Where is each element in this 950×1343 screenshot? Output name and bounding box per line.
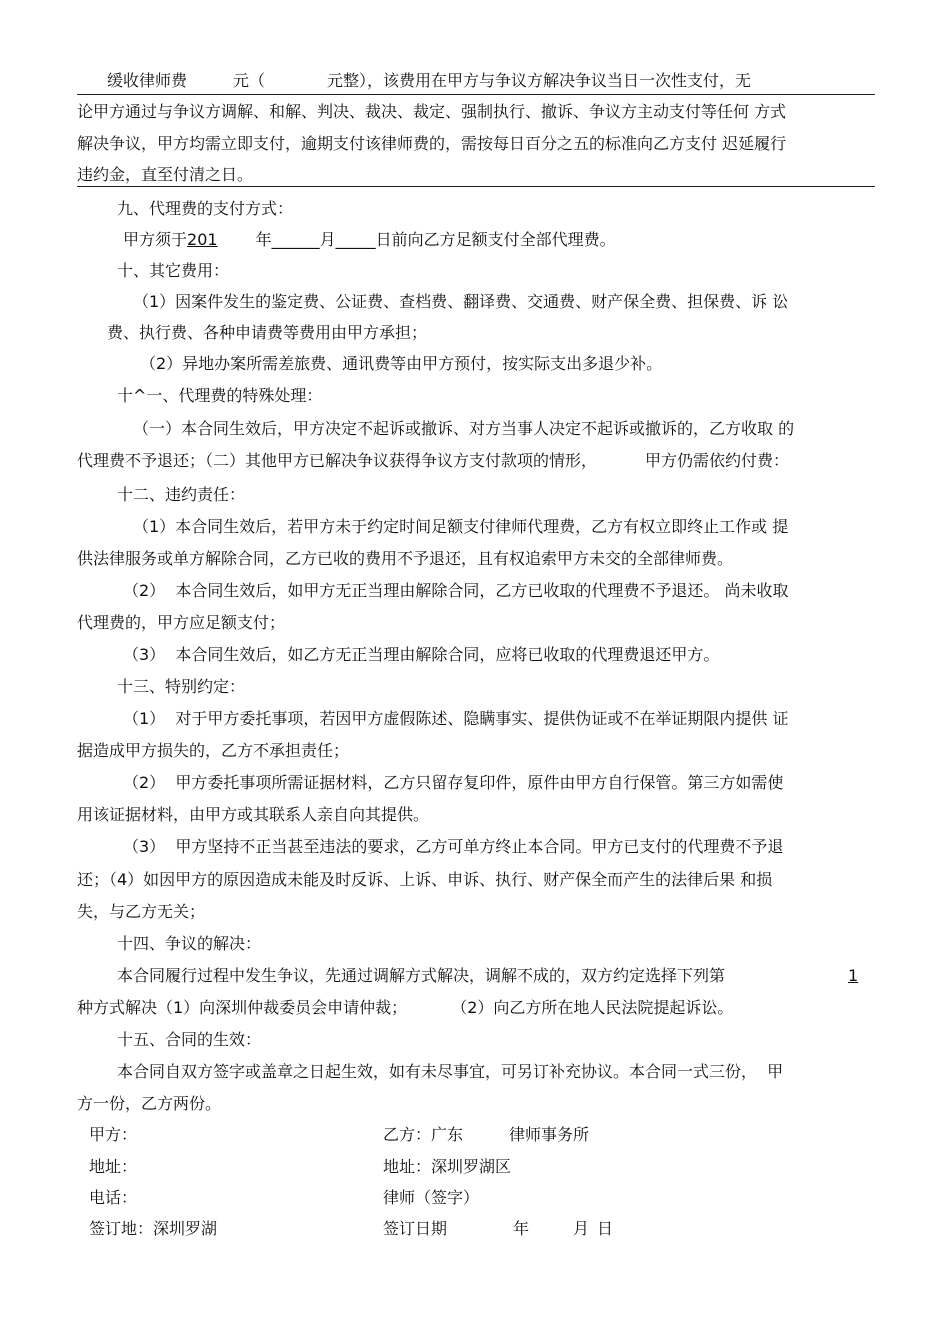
text-fragment: 日 [597,1219,614,1238]
paragraph-line: 本合同履行过程中发生争议，先通过调解方式解决，调解不成的，双方约定选择下列第 [117,966,726,985]
paragraph-line: 违约金，直至付清之日。 [77,165,254,184]
text-fragment: 乙方：广东 [383,1125,464,1144]
text-fragment: 月 [573,1219,590,1238]
paragraph-line: 解决争议，甲方均需立即支付，逾期支付该律师费的，需按每日百分之五的标准向乙方支付 迟延履行 [77,134,787,153]
line-fee-deferred [107,70,751,92]
paragraph-line: 失，与乙方无关； [77,902,206,921]
paragraph-line: （3） 甲方坚持不正当甚至违法的要求，乙方可单方终止本合同。甲方已支付的代理费不予退 [123,837,784,856]
paragraph-line: （1）本合同生效后，若甲方未于约定时间足额支付律师代理费，乙方有权立即终止工作或 提 [133,517,789,536]
lawyer-signature: 律师（签字） [383,1188,480,1207]
payment-deadline-line [123,229,616,251]
paragraph-line: 用该证据材料，由甲方或其联系人亲自向其提供。 [77,805,430,824]
paragraph-line: （2） 本合同生效后，如甲方无正当理由解除合同，乙方已收取的代理费不予退还。 尚未收取 [123,581,789,600]
text-fragment: 年 [513,1219,530,1238]
paragraph-line: （一）本合同生效后，甲方决定不起诉或撤诉、对方当事人决定不起诉或撤诉的，乙方收取 的 [133,419,795,438]
paragraph-line: （1） 对于甲方委托事项，若因甲方虚假陈述、隐瞒事实、提供伪证或不在举证期限内提供 证 [123,709,789,728]
paragraph-line: 方一份，乙方两份。 [77,1094,222,1113]
party-a-address: 地址： [89,1157,138,1176]
text-fragment: 种方式解决（1）向深圳仲裁委员会申请仲裁； [77,998,408,1017]
paragraph-line: 供法律服务或单方解除合同，乙方已收的费用不予退还，且有权追索甲方未交的全部律师费。 [77,549,734,568]
text-fragment: （2）向乙方所在地人民法院提起诉讼。 [451,998,734,1017]
party-a-phone: 电话： [89,1188,138,1207]
paragraph-line: （2） 甲方委托事项所需证据材料，乙方只留存复印件，原件由甲方自行保管。第三方如需使 [123,773,784,792]
year-field: 201 [187,230,218,249]
paragraph-line: 费、执行费、各种申请费等费用由甲方承担； [107,323,428,342]
text-fragment: 甲方须于 [123,230,188,249]
paragraph-line: （3） 本合同生效后，如乙方无正当理由解除合同，应将已收取的代理费退还甲方。 [123,645,720,664]
paragraph-line: （2）异地办案所需差旅费、通讯费等由甲方预付，按实际支出多退少补。 [140,354,663,373]
section-heading: 九、代理费的支付方式： [117,199,294,218]
text-fragment: 元（ [233,71,266,90]
party-a-label: 甲方： [89,1125,138,1144]
paragraph-line [77,450,789,472]
section-heading: 十^一、代理费的特殊处理： [117,386,323,405]
signing-date [383,1218,613,1240]
section-heading: 十二、违约责任： [117,485,246,504]
party-b-address: 地址：深圳罗湖区 [383,1157,512,1176]
horizontal-rule [77,94,875,95]
paragraph-line: 论甲方通过与争议方调解、和解、判决、裁决、裁定、强制执行、撤诉、争议方主动支付等任何 方式 [77,102,787,121]
text-fragment: 律师事务所 [509,1125,590,1144]
text-fragment: 代理费不予退还；（二）其他甲方已解决争议获得争议方支付款项的情形， [77,451,598,470]
text-fragment: 年______月_____日前向乙方足额支付全部代理费。 [255,230,616,249]
signing-place: 签订地：深圳罗湖 [89,1219,218,1238]
section-heading: 十五、合同的生效： [117,1030,262,1049]
paragraph-line [77,997,733,1019]
text-fragment: 签订日期 [383,1219,448,1238]
paragraph-line: 本合同自双方签字或盖章之日起生效，如有未尽事宜，可另订补充协议。本合同一式三份， 甲 [117,1062,784,1081]
paragraph-line: 据造成甲方损失的，乙方不承担责任； [77,741,350,760]
party-b-label [383,1124,589,1146]
paragraph-line: （1）因案件发生的鉴定费、公证费、查档费、翻译费、交通费、财产保全费、担保费、诉 讼 [133,292,789,311]
section-heading: 十、其它费用： [117,261,230,280]
dispute-choice-number: 1 [848,966,859,985]
horizontal-rule [77,186,875,187]
text-fragment: 甲方仍需依约付费： [645,451,790,470]
text-fragment: 缓收律师费 [107,71,188,90]
paragraph-line: 代理费的，甲方应足额支付； [77,613,286,632]
section-heading: 十四、争议的解决： [117,934,262,953]
text-fragment: 元整），该费用在甲方与争议方解决争议当日一次性支付，无 [327,71,752,90]
section-heading: 十三、特别约定： [117,677,246,696]
paragraph-line: 还；（4）如因甲方的原因造成未能及时反诉、上诉、申诉、执行、财产保全而产生的法律后果 和损 [77,870,773,889]
